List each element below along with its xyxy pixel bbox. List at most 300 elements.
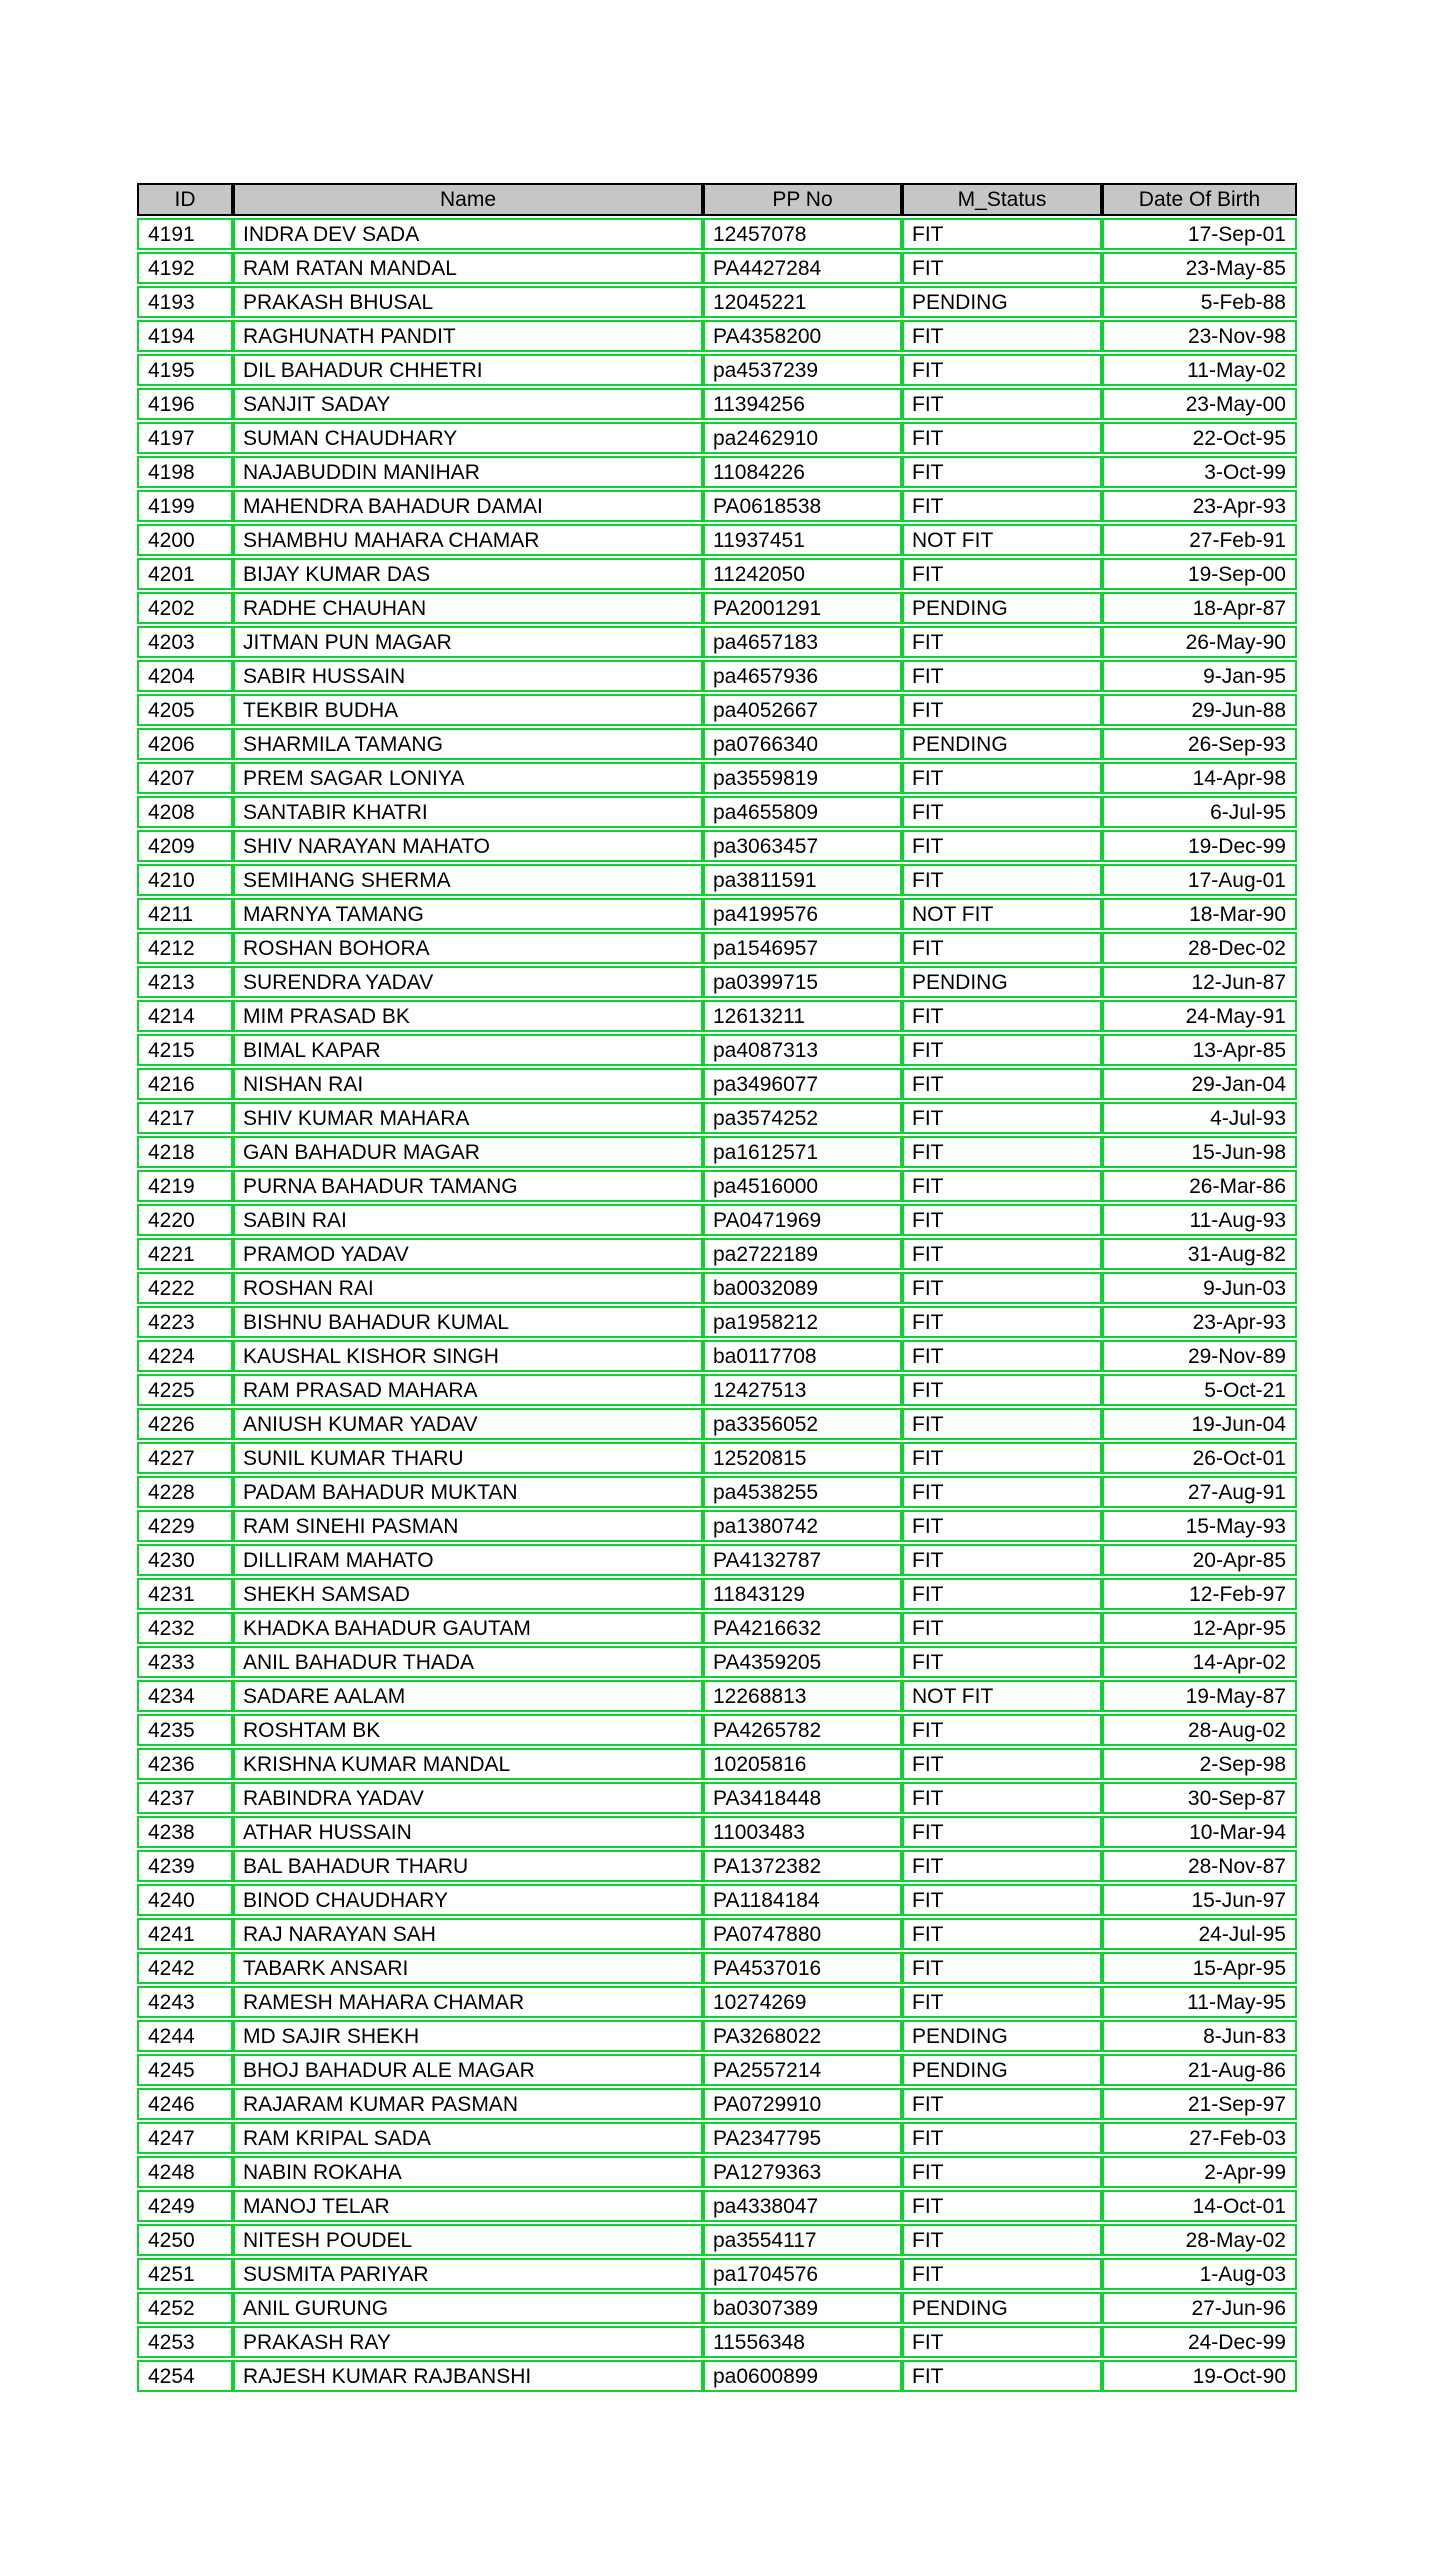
table-row bbox=[137, 660, 1297, 692]
cell-status: FIT bbox=[902, 388, 1102, 420]
cell-name: SHIV KUMAR MAHARA bbox=[233, 1102, 703, 1134]
table-row bbox=[137, 1646, 1297, 1678]
cell-status: FIT bbox=[902, 1544, 1102, 1576]
cell-name: NISHAN RAI bbox=[233, 1068, 703, 1100]
table-row bbox=[137, 1170, 1297, 1202]
cell-id: 4221 bbox=[137, 1238, 233, 1270]
cell-id: 4197 bbox=[137, 422, 233, 454]
cell-name: ROSHTAM BK bbox=[233, 1714, 703, 1746]
cell-id: 4211 bbox=[137, 898, 233, 930]
cell-status: FIT bbox=[902, 2156, 1102, 2188]
cell-name: SHIV NARAYAN MAHATO bbox=[233, 830, 703, 862]
cell-id: 4230 bbox=[137, 1544, 233, 1576]
table-row bbox=[137, 2156, 1297, 2188]
cell-ppno: PA4216632 bbox=[703, 1612, 902, 1644]
cell-name: SEMIHANG SHERMA bbox=[233, 864, 703, 896]
cell-id: 4246 bbox=[137, 2088, 233, 2120]
cell-ppno: PA2347795 bbox=[703, 2122, 902, 2154]
cell-id: 4208 bbox=[137, 796, 233, 828]
cell-status: FIT bbox=[902, 1884, 1102, 1916]
column-header-status: M_Status bbox=[902, 183, 1102, 216]
cell-name: INDRA DEV SADA bbox=[233, 218, 703, 250]
cell-ppno: 11843129 bbox=[703, 1578, 902, 1610]
cell-status: FIT bbox=[902, 796, 1102, 828]
cell-ppno: PA4132787 bbox=[703, 1544, 902, 1576]
cell-ppno: pa4538255 bbox=[703, 1476, 902, 1508]
cell-id: 4245 bbox=[137, 2054, 233, 2086]
cell-status: FIT bbox=[902, 1714, 1102, 1746]
cell-status: PENDING bbox=[902, 286, 1102, 318]
cell-dob: 15-May-93 bbox=[1102, 1510, 1297, 1542]
cell-status: FIT bbox=[902, 1272, 1102, 1304]
cell-ppno: pa3559819 bbox=[703, 762, 902, 794]
table-row bbox=[137, 1986, 1297, 2018]
cell-ppno: PA0747880 bbox=[703, 1918, 902, 1950]
cell-name: NABIN ROKAHA bbox=[233, 2156, 703, 2188]
cell-name: MIM PRASAD BK bbox=[233, 1000, 703, 1032]
cell-dob: 19-May-87 bbox=[1102, 1680, 1297, 1712]
cell-status: FIT bbox=[902, 1442, 1102, 1474]
cell-status: PENDING bbox=[902, 2020, 1102, 2052]
cell-id: 4199 bbox=[137, 490, 233, 522]
cell-ppno: PA3268022 bbox=[703, 2020, 902, 2052]
cell-name: BISHNU BAHADUR KUMAL bbox=[233, 1306, 703, 1338]
cell-ppno: 12520815 bbox=[703, 1442, 902, 1474]
cell-name: KAUSHAL KISHOR SINGH bbox=[233, 1340, 703, 1372]
cell-status: FIT bbox=[902, 218, 1102, 250]
cell-dob: 18-Mar-90 bbox=[1102, 898, 1297, 930]
cell-ppno: pa3554117 bbox=[703, 2224, 902, 2256]
cell-ppno: PA4537016 bbox=[703, 1952, 902, 1984]
cell-status: PENDING bbox=[902, 728, 1102, 760]
cell-dob: 14-Oct-01 bbox=[1102, 2190, 1297, 2222]
cell-id: 4214 bbox=[137, 1000, 233, 1032]
cell-dob: 17-Aug-01 bbox=[1102, 864, 1297, 896]
table-row bbox=[137, 1510, 1297, 1542]
cell-status: FIT bbox=[902, 1204, 1102, 1236]
table-row bbox=[137, 490, 1297, 522]
cell-status: FIT bbox=[902, 456, 1102, 488]
spreadsheet-region bbox=[137, 181, 1297, 2394]
cell-id: 4198 bbox=[137, 456, 233, 488]
cell-dob: 19-Oct-90 bbox=[1102, 2360, 1297, 2392]
cell-name: DIL BAHADUR CHHETRI bbox=[233, 354, 703, 386]
cell-id: 4253 bbox=[137, 2326, 233, 2358]
cell-id: 4196 bbox=[137, 388, 233, 420]
cell-id: 4252 bbox=[137, 2292, 233, 2324]
cell-name: MARNYA TAMANG bbox=[233, 898, 703, 930]
cell-name: BIJAY KUMAR DAS bbox=[233, 558, 703, 590]
cell-dob: 14-Apr-02 bbox=[1102, 1646, 1297, 1678]
cell-ppno: pa4199576 bbox=[703, 898, 902, 930]
cell-name: NITESH POUDEL bbox=[233, 2224, 703, 2256]
table-row bbox=[137, 626, 1297, 658]
cell-dob: 18-Apr-87 bbox=[1102, 592, 1297, 624]
cell-dob: 19-Jun-04 bbox=[1102, 1408, 1297, 1440]
cell-ppno: pa4655809 bbox=[703, 796, 902, 828]
cell-ppno: ba0307389 bbox=[703, 2292, 902, 2324]
cell-ppno: pa4516000 bbox=[703, 1170, 902, 1202]
cell-status: FIT bbox=[902, 1952, 1102, 1984]
cell-dob: 3-Oct-99 bbox=[1102, 456, 1297, 488]
cell-dob: 11-May-95 bbox=[1102, 1986, 1297, 2018]
cell-ppno: pa3356052 bbox=[703, 1408, 902, 1440]
cell-name: SHARMILA TAMANG bbox=[233, 728, 703, 760]
table-body bbox=[137, 218, 1297, 2392]
cell-name: RAM KRIPAL SADA bbox=[233, 2122, 703, 2154]
cell-dob: 9-Jun-03 bbox=[1102, 1272, 1297, 1304]
cell-dob: 23-Apr-93 bbox=[1102, 490, 1297, 522]
column-header-name: Name bbox=[233, 183, 703, 216]
table-row bbox=[137, 1850, 1297, 1882]
cell-id: 4192 bbox=[137, 252, 233, 284]
column-header-dob: Date Of Birth bbox=[1102, 183, 1297, 216]
cell-status: FIT bbox=[902, 694, 1102, 726]
cell-name: SANJIT SADAY bbox=[233, 388, 703, 420]
cell-ppno: 11556348 bbox=[703, 2326, 902, 2358]
table-row bbox=[137, 1816, 1297, 1848]
cell-name: SHAMBHU MAHARA CHAMAR bbox=[233, 524, 703, 556]
table-row bbox=[137, 592, 1297, 624]
cell-status: NOT FIT bbox=[902, 898, 1102, 930]
cell-dob: 8-Jun-83 bbox=[1102, 2020, 1297, 2052]
cell-ppno: pa4657936 bbox=[703, 660, 902, 692]
cell-ppno: pa1704576 bbox=[703, 2258, 902, 2290]
cell-ppno: pa1612571 bbox=[703, 1136, 902, 1168]
cell-dob: 27-Jun-96 bbox=[1102, 2292, 1297, 2324]
cell-status: NOT FIT bbox=[902, 524, 1102, 556]
cell-status: FIT bbox=[902, 1034, 1102, 1066]
cell-name: SADARE AALAM bbox=[233, 1680, 703, 1712]
table-row bbox=[137, 1374, 1297, 1406]
cell-name: KHADKA BAHADUR GAUTAM bbox=[233, 1612, 703, 1644]
cell-status: FIT bbox=[902, 1612, 1102, 1644]
table-row bbox=[137, 1068, 1297, 1100]
cell-id: 4254 bbox=[137, 2360, 233, 2392]
table-row bbox=[137, 1000, 1297, 1032]
table-row bbox=[137, 1306, 1297, 1338]
cell-status: FIT bbox=[902, 320, 1102, 352]
cell-dob: 20-Apr-85 bbox=[1102, 1544, 1297, 1576]
cell-dob: 27-Feb-91 bbox=[1102, 524, 1297, 556]
table-row bbox=[137, 1952, 1297, 1984]
cell-ppno: PA1184184 bbox=[703, 1884, 902, 1916]
cell-dob: 29-Nov-89 bbox=[1102, 1340, 1297, 1372]
cell-ppno: 12268813 bbox=[703, 1680, 902, 1712]
cell-dob: 23-Apr-93 bbox=[1102, 1306, 1297, 1338]
cell-dob: 12-Apr-95 bbox=[1102, 1612, 1297, 1644]
cell-ppno: PA4359205 bbox=[703, 1646, 902, 1678]
cell-ppno: 11084226 bbox=[703, 456, 902, 488]
cell-name: PRAKASH RAY bbox=[233, 2326, 703, 2358]
cell-status: FIT bbox=[902, 1850, 1102, 1882]
cell-ppno: 11394256 bbox=[703, 388, 902, 420]
table-row bbox=[137, 2326, 1297, 2358]
cell-ppno: pa4052667 bbox=[703, 694, 902, 726]
cell-ppno: pa4338047 bbox=[703, 2190, 902, 2222]
table-header bbox=[137, 183, 1297, 216]
cell-name: PURNA BAHADUR TAMANG bbox=[233, 1170, 703, 1202]
cell-dob: 1-Aug-03 bbox=[1102, 2258, 1297, 2290]
cell-status: FIT bbox=[902, 558, 1102, 590]
cell-id: 4236 bbox=[137, 1748, 233, 1780]
cell-dob: 15-Jun-98 bbox=[1102, 1136, 1297, 1168]
cell-dob: 26-Mar-86 bbox=[1102, 1170, 1297, 1202]
cell-ppno: 12427513 bbox=[703, 1374, 902, 1406]
cell-name: NAJABUDDIN MANIHAR bbox=[233, 456, 703, 488]
cell-name: SHEKH SAMSAD bbox=[233, 1578, 703, 1610]
cell-dob: 19-Dec-99 bbox=[1102, 830, 1297, 862]
cell-ppno: 12613211 bbox=[703, 1000, 902, 1032]
cell-status: FIT bbox=[902, 2258, 1102, 2290]
column-header-ppno: PP No bbox=[703, 183, 902, 216]
cell-status: FIT bbox=[902, 2224, 1102, 2256]
cell-name: ATHAR HUSSAIN bbox=[233, 1816, 703, 1848]
table-row bbox=[137, 1782, 1297, 1814]
table-row bbox=[137, 1204, 1297, 1236]
cell-dob: 30-Sep-87 bbox=[1102, 1782, 1297, 1814]
table-row bbox=[137, 2258, 1297, 2290]
table-row bbox=[137, 864, 1297, 896]
cell-ppno: PA0729910 bbox=[703, 2088, 902, 2120]
cell-status: FIT bbox=[902, 1476, 1102, 1508]
cell-status: FIT bbox=[902, 626, 1102, 658]
cell-dob: 21-Sep-97 bbox=[1102, 2088, 1297, 2120]
cell-name: BIMAL KAPAR bbox=[233, 1034, 703, 1066]
cell-id: 4194 bbox=[137, 320, 233, 352]
cell-dob: 2-Apr-99 bbox=[1102, 2156, 1297, 2188]
cell-ppno: PA4358200 bbox=[703, 320, 902, 352]
table-row bbox=[137, 320, 1297, 352]
table-row bbox=[137, 1612, 1297, 1644]
cell-ppno: pa2462910 bbox=[703, 422, 902, 454]
cell-dob: 2-Sep-98 bbox=[1102, 1748, 1297, 1780]
cell-name: JITMAN PUN MAGAR bbox=[233, 626, 703, 658]
cell-id: 4237 bbox=[137, 1782, 233, 1814]
cell-status: FIT bbox=[902, 354, 1102, 386]
table-row bbox=[137, 1034, 1297, 1066]
cell-ppno: pa3574252 bbox=[703, 1102, 902, 1134]
table-row bbox=[137, 830, 1297, 862]
cell-id: 4207 bbox=[137, 762, 233, 794]
cell-status: PENDING bbox=[902, 966, 1102, 998]
table-row bbox=[137, 1918, 1297, 1950]
cell-dob: 13-Apr-85 bbox=[1102, 1034, 1297, 1066]
table-row bbox=[137, 1884, 1297, 1916]
cell-dob: 11-May-02 bbox=[1102, 354, 1297, 386]
cell-status: FIT bbox=[902, 1748, 1102, 1780]
cell-ppno: 11937451 bbox=[703, 524, 902, 556]
table-row bbox=[137, 2292, 1297, 2324]
cell-ppno: 11003483 bbox=[703, 1816, 902, 1848]
table-row bbox=[137, 2088, 1297, 2120]
cell-ppno: pa1546957 bbox=[703, 932, 902, 964]
cell-name: SUNIL KUMAR THARU bbox=[233, 1442, 703, 1474]
cell-name: RAMESH MAHARA CHAMAR bbox=[233, 1986, 703, 2018]
table-row bbox=[137, 2190, 1297, 2222]
cell-name: RAJESH KUMAR RAJBANSHI bbox=[233, 2360, 703, 2392]
cell-name: SANTABIR KHATRI bbox=[233, 796, 703, 828]
cell-id: 4251 bbox=[137, 2258, 233, 2290]
cell-id: 4213 bbox=[137, 966, 233, 998]
cell-ppno: pa3811591 bbox=[703, 864, 902, 896]
cell-dob: 23-May-85 bbox=[1102, 252, 1297, 284]
table-row bbox=[137, 218, 1297, 250]
cell-name: BAL BAHADUR THARU bbox=[233, 1850, 703, 1882]
cell-status: FIT bbox=[902, 252, 1102, 284]
cell-status: PENDING bbox=[902, 2292, 1102, 2324]
table-row bbox=[137, 1238, 1297, 1270]
cell-ppno: PA4427284 bbox=[703, 252, 902, 284]
cell-id: 4195 bbox=[137, 354, 233, 386]
cell-id: 4235 bbox=[137, 1714, 233, 1746]
cell-dob: 21-Aug-86 bbox=[1102, 2054, 1297, 2086]
cell-dob: 26-May-90 bbox=[1102, 626, 1297, 658]
cell-id: 4243 bbox=[137, 1986, 233, 2018]
cell-name: MANOJ TELAR bbox=[233, 2190, 703, 2222]
column-header-id: ID bbox=[137, 183, 233, 216]
cell-dob: 24-Dec-99 bbox=[1102, 2326, 1297, 2358]
cell-name: PRAKASH BHUSAL bbox=[233, 286, 703, 318]
cell-ppno: pa4537239 bbox=[703, 354, 902, 386]
cell-dob: 22-Oct-95 bbox=[1102, 422, 1297, 454]
cell-dob: 15-Jun-97 bbox=[1102, 1884, 1297, 1916]
cell-dob: 29-Jun-88 bbox=[1102, 694, 1297, 726]
table-row bbox=[137, 1442, 1297, 1474]
cell-status: FIT bbox=[902, 932, 1102, 964]
cell-status: FIT bbox=[902, 2122, 1102, 2154]
table-row bbox=[137, 728, 1297, 760]
cell-dob: 26-Sep-93 bbox=[1102, 728, 1297, 760]
cell-dob: 28-Aug-02 bbox=[1102, 1714, 1297, 1746]
cell-name: ANIL GURUNG bbox=[233, 2292, 703, 2324]
cell-status: PENDING bbox=[902, 2054, 1102, 2086]
cell-ppno: PA3418448 bbox=[703, 1782, 902, 1814]
cell-status: FIT bbox=[902, 1068, 1102, 1100]
cell-dob: 24-May-91 bbox=[1102, 1000, 1297, 1032]
cell-id: 4232 bbox=[137, 1612, 233, 1644]
table-row bbox=[137, 1476, 1297, 1508]
cell-ppno: pa0766340 bbox=[703, 728, 902, 760]
table-row bbox=[137, 1544, 1297, 1576]
table-row bbox=[137, 388, 1297, 420]
cell-id: 4249 bbox=[137, 2190, 233, 2222]
cell-name: ROSHAN RAI bbox=[233, 1272, 703, 1304]
cell-id: 4239 bbox=[137, 1850, 233, 1882]
cell-ppno: PA4265782 bbox=[703, 1714, 902, 1746]
cell-id: 4219 bbox=[137, 1170, 233, 1202]
cell-ppno: pa3496077 bbox=[703, 1068, 902, 1100]
cell-dob: 12-Jun-87 bbox=[1102, 966, 1297, 998]
cell-id: 4215 bbox=[137, 1034, 233, 1066]
cell-name: ANIUSH KUMAR YADAV bbox=[233, 1408, 703, 1440]
table-row bbox=[137, 1340, 1297, 1372]
cell-name: RAM SINEHI PASMAN bbox=[233, 1510, 703, 1542]
cell-id: 4229 bbox=[137, 1510, 233, 1542]
cell-dob: 6-Jul-95 bbox=[1102, 796, 1297, 828]
cell-id: 4202 bbox=[137, 592, 233, 624]
table-row bbox=[137, 694, 1297, 726]
table-row bbox=[137, 1272, 1297, 1304]
cell-dob: 24-Jul-95 bbox=[1102, 1918, 1297, 1950]
cell-id: 4225 bbox=[137, 1374, 233, 1406]
cell-dob: 5-Oct-21 bbox=[1102, 1374, 1297, 1406]
cell-id: 4238 bbox=[137, 1816, 233, 1848]
cell-status: NOT FIT bbox=[902, 1680, 1102, 1712]
table-row bbox=[137, 1680, 1297, 1712]
table-row bbox=[137, 762, 1297, 794]
table-row bbox=[137, 558, 1297, 590]
cell-name: SABIN RAI bbox=[233, 1204, 703, 1236]
cell-status: FIT bbox=[902, 1102, 1102, 1134]
cell-name: RAGHUNATH PANDIT bbox=[233, 320, 703, 352]
cell-id: 4201 bbox=[137, 558, 233, 590]
cell-name: PADAM BAHADUR MUKTAN bbox=[233, 1476, 703, 1508]
cell-name: RAJARAM KUMAR PASMAN bbox=[233, 2088, 703, 2120]
cell-ppno: PA1372382 bbox=[703, 1850, 902, 1882]
cell-id: 4241 bbox=[137, 1918, 233, 1950]
table-row bbox=[137, 1136, 1297, 1168]
cell-name: TEKBIR BUDHA bbox=[233, 694, 703, 726]
cell-dob: 4-Jul-93 bbox=[1102, 1102, 1297, 1134]
cell-id: 4204 bbox=[137, 660, 233, 692]
cell-status: FIT bbox=[902, 1918, 1102, 1950]
cell-ppno: PA2557214 bbox=[703, 2054, 902, 2086]
cell-name: RAM RATAN MANDAL bbox=[233, 252, 703, 284]
table-row bbox=[137, 1748, 1297, 1780]
cell-id: 4223 bbox=[137, 1306, 233, 1338]
cell-id: 4220 bbox=[137, 1204, 233, 1236]
cell-name: SUSMITA PARIYAR bbox=[233, 2258, 703, 2290]
cell-status: FIT bbox=[902, 490, 1102, 522]
table-row bbox=[137, 966, 1297, 998]
cell-ppno: pa4087313 bbox=[703, 1034, 902, 1066]
table-row bbox=[137, 422, 1297, 454]
table-row bbox=[137, 524, 1297, 556]
cell-name: RABINDRA YADAV bbox=[233, 1782, 703, 1814]
cell-status: FIT bbox=[902, 762, 1102, 794]
header-row bbox=[137, 183, 1297, 216]
cell-dob: 11-Aug-93 bbox=[1102, 1204, 1297, 1236]
table-row bbox=[137, 898, 1297, 930]
cell-id: 4217 bbox=[137, 1102, 233, 1134]
cell-name: SABIR HUSSAIN bbox=[233, 660, 703, 692]
cell-name: SUMAN CHAUDHARY bbox=[233, 422, 703, 454]
cell-dob: 31-Aug-82 bbox=[1102, 1238, 1297, 1270]
cell-dob: 15-Apr-95 bbox=[1102, 1952, 1297, 1984]
cell-status: FIT bbox=[902, 1374, 1102, 1406]
cell-id: 4222 bbox=[137, 1272, 233, 1304]
cell-name: GAN BAHADUR MAGAR bbox=[233, 1136, 703, 1168]
cell-status: FIT bbox=[902, 1306, 1102, 1338]
cell-name: RAM PRASAD MAHARA bbox=[233, 1374, 703, 1406]
cell-id: 4242 bbox=[137, 1952, 233, 1984]
cell-status: FIT bbox=[902, 1136, 1102, 1168]
cell-name: PREM SAGAR LONIYA bbox=[233, 762, 703, 794]
cell-ppno: pa0600899 bbox=[703, 2360, 902, 2392]
table-row bbox=[137, 2360, 1297, 2392]
cell-status: FIT bbox=[902, 2360, 1102, 2392]
cell-ppno: PA2001291 bbox=[703, 592, 902, 624]
cell-id: 4231 bbox=[137, 1578, 233, 1610]
cell-ppno: pa4657183 bbox=[703, 626, 902, 658]
cell-ppno: pa2722189 bbox=[703, 1238, 902, 1270]
cell-ppno: 12457078 bbox=[703, 218, 902, 250]
cell-id: 4248 bbox=[137, 2156, 233, 2188]
cell-ppno: PA1279363 bbox=[703, 2156, 902, 2188]
table-row bbox=[137, 1578, 1297, 1610]
cell-dob: 28-May-02 bbox=[1102, 2224, 1297, 2256]
